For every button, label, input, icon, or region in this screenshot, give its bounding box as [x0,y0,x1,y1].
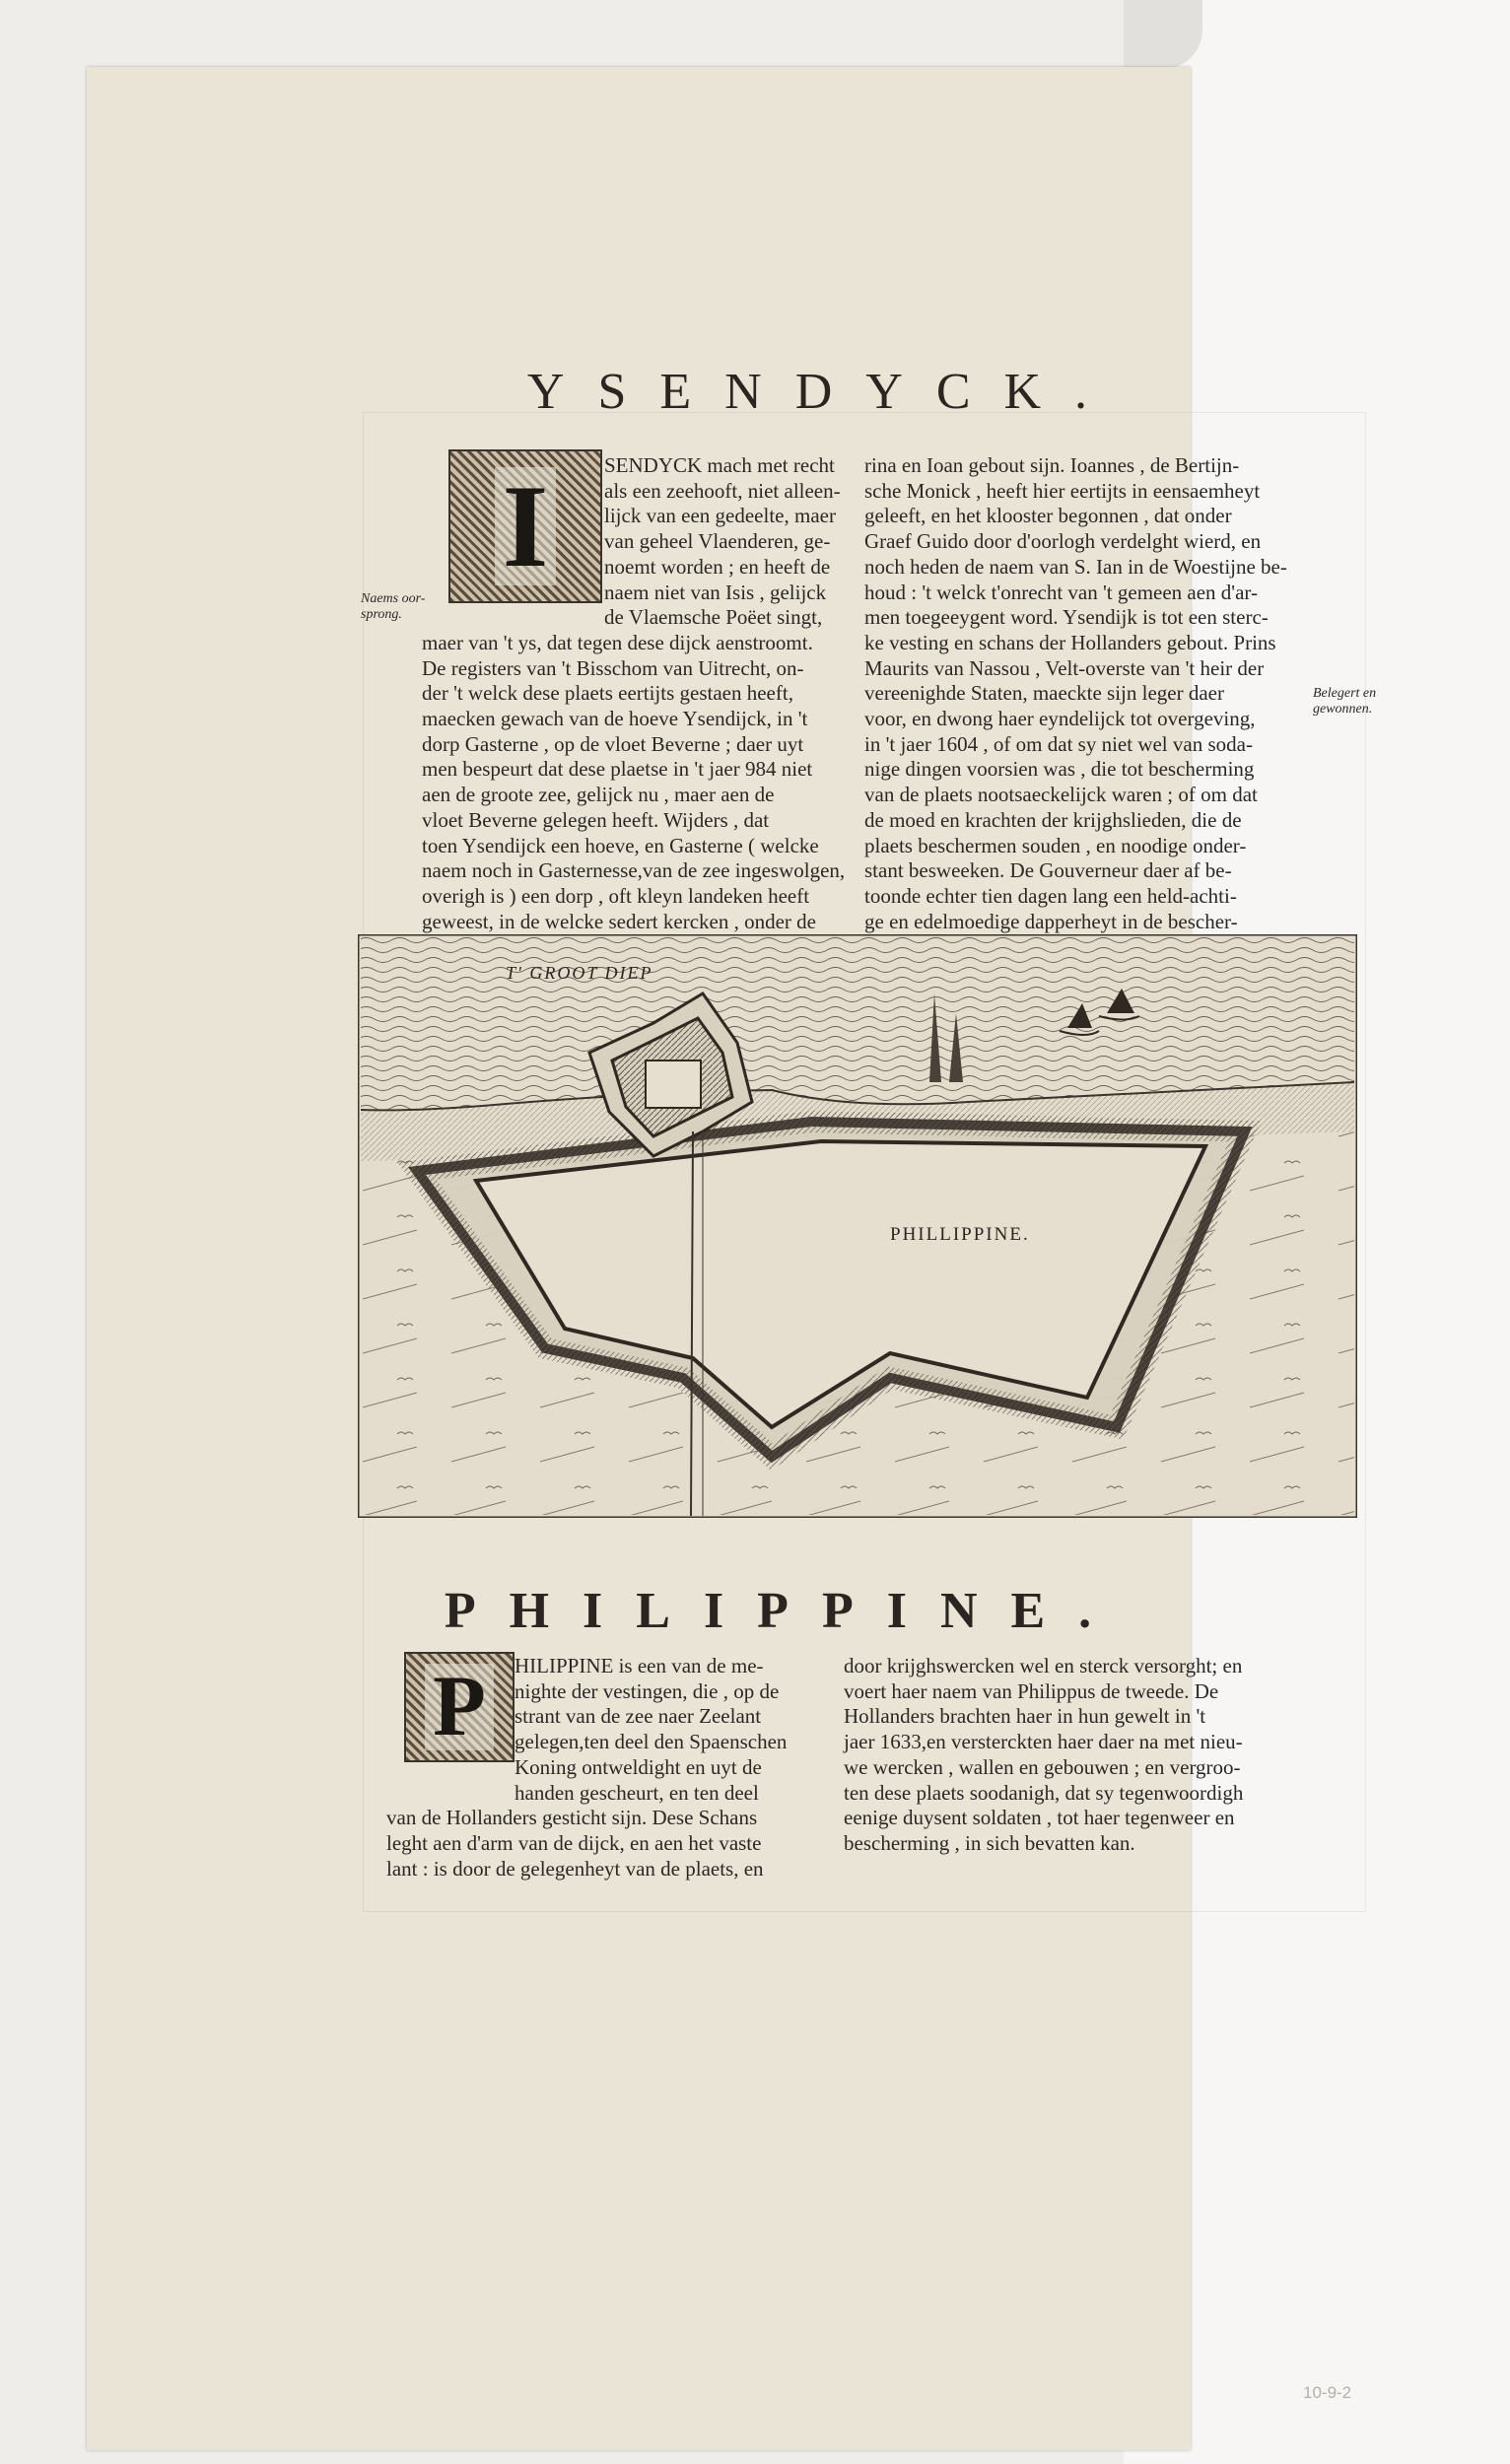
text-line: bescherming , in sich bevatten kan. [844,1830,1135,1855]
text-line: men bespeurt dat dese plaetse in 't jaer 984 niet [422,757,813,782]
inventory-stamp: 10-9-2 [1303,2383,1352,2402]
text-line: lant : is door de gelegenheyt van de plaets, en [386,1856,764,1881]
margin-note-line: gewonnen. [1313,702,1373,717]
philippine-column-1 [386,1654,787,1882]
text-line: van geheel Vlaenderen, ge- [604,529,831,554]
text-line: Hollanders brachten haer in hun gewelt in 't [844,1704,1206,1729]
margin-note-line: Naems oor- [361,591,426,606]
text-line: ke vesting en schans der Hollanders gebout. Prins [864,630,1276,654]
text-line: handen gescheurt, en ten deel [515,1780,759,1805]
text-line: maer van 't ys, dat tegen dese dijck aenstroomt. [422,630,813,654]
ysendyck-column-1 [422,453,845,960]
text-line: men toegeeygent word. Ysendijk is tot een sterc- [864,605,1269,630]
text-line: de moed en krachten der krijghslieden, die de [864,807,1242,832]
text-line: voert haer naem van Philippus de tweede. De [844,1678,1219,1703]
fortress-map [358,934,1357,1518]
text-line: toen Ysendijck een hoeve, en Gasterne ( welcke [422,833,819,857]
text-line: houd : 't welck t'onrecht van 't gemeen aen d'ar- [864,580,1258,604]
text-line: naem niet van Isis , gelijck [604,580,827,604]
text-line: strant van de zee naer Zeelant [515,1704,762,1729]
text-line: noch heden de naem van S. Ian in de Woestijne be- [864,554,1287,579]
text-line: naem noch in Gasternesse,van de zee ingeswolgen, [422,858,846,883]
title-philippine: PHILIPPINE. [444,1583,1126,1639]
text-line: der 't welck dese plaets eertijts gestaen heeft, [422,681,793,706]
margin-note-line: Belegert en [1313,686,1377,701]
text-line: gelegen,ten deel den Spaenschen [515,1730,788,1754]
text-line: de Vlaemsche Poëet singt, [604,605,823,630]
text-line: De registers van 't Bisschom van Uitrecht, on- [422,655,804,680]
dropcap-letter: I [495,467,557,585]
text-line: overigh is ) een dorp , oft kleyn landeken heeft [422,883,810,908]
text-line: Koning ontweldight en uyt de [515,1754,762,1779]
title-ysendyck: YSENDYCK. [526,364,1122,420]
text-line: ge en edelmoedige dapperheyt in de bescher- [864,909,1238,933]
philippine-column-2 [844,1654,1243,1857]
text-line: aen de groote zee, gelijck nu , maer aen de [422,783,775,807]
dropcap-letter: P [425,1664,494,1750]
text-line: vereenighde Staten, maeckte sijn leger daer [864,681,1224,706]
text-line: noemt worden ; en heeft de [604,554,831,579]
map-label-town: PHILLIPPINE. [890,1224,1030,1245]
margin-note-line: sprong. [361,607,402,622]
text-line: eenige duysent soldaten , tot haer tegenweer en [844,1806,1235,1830]
text-line: maecken gewach van de hoeve Ysendijck, in 't [422,707,808,731]
map-label-sea: T' GROOT DIEP [506,963,653,983]
text-line: SENDYCK mach met recht [604,453,835,477]
text-line: rina en Ioan gebout sijn. Ioannes , de Bertijn- [864,453,1240,477]
text-line: door krijghswercken wel en sterck versorght; en [844,1654,1243,1677]
text-line: van de Hollanders gesticht sijn. Dese Schans [386,1806,758,1830]
text-line: ten dese plaets soodanigh, dat sy tegenwoordigh [844,1780,1244,1805]
text-line: lijck van een gedeelte, maer [604,504,836,528]
text-line: leght aen d'arm van de dijck, en aen het vaste [386,1830,762,1855]
text-line: dorp Gasterne , op de vloet Beverne ; daer uyt [422,731,804,756]
text-line: in 't jaer 1604 , of om dat sy niet wel van soda- [864,731,1253,756]
text-line: toonde echter tien dagen lang een held-achti- [864,883,1237,908]
text-line: plaets beschermen souden , en noodige onder- [864,833,1247,857]
text-line: Maurits van Nassou , Velt-overste van 't heir der [864,655,1265,680]
text-line: van de plaets nootsaeckelijck waren ; of om dat [864,783,1258,807]
ysendyck-column-2 [864,453,1287,960]
text-line: stant besweeken. De Gouverneur daer af be- [864,858,1232,883]
text-line: voor, en dwong haer eyndelijck tot overgeving, [864,707,1256,731]
text-line: nighte der vestingen, die , op de [515,1678,780,1703]
margin-note-left [361,591,425,623]
text-line: vloet Beverne gelegen heeft. Wijders , dat [422,807,770,832]
text-line: als een zeehooft, niet alleen- [604,478,841,503]
margin-note-right [1313,686,1376,718]
text-line: geleeft, en het klooster begonnen , dat onder [864,504,1232,528]
text-line: we wercken , wallen en gebouwen ; en vergroo- [844,1754,1241,1779]
text-line: jaer 1633,en versterckten haer daer na met nieu- [844,1730,1243,1754]
text-line: HILIPPINE is een van de me- [515,1654,764,1677]
text-line: Graef Guido door d'oorlogh verdelght wierd, en [864,529,1262,554]
text-line: nige dingen voorsien was , die tot bescherming [864,757,1255,782]
text-line: sche Monick , heeft hier eertijts in eensaemheyt [864,478,1261,503]
text-line: geweest, in de welcke sedert kercken , onder de [422,909,816,933]
